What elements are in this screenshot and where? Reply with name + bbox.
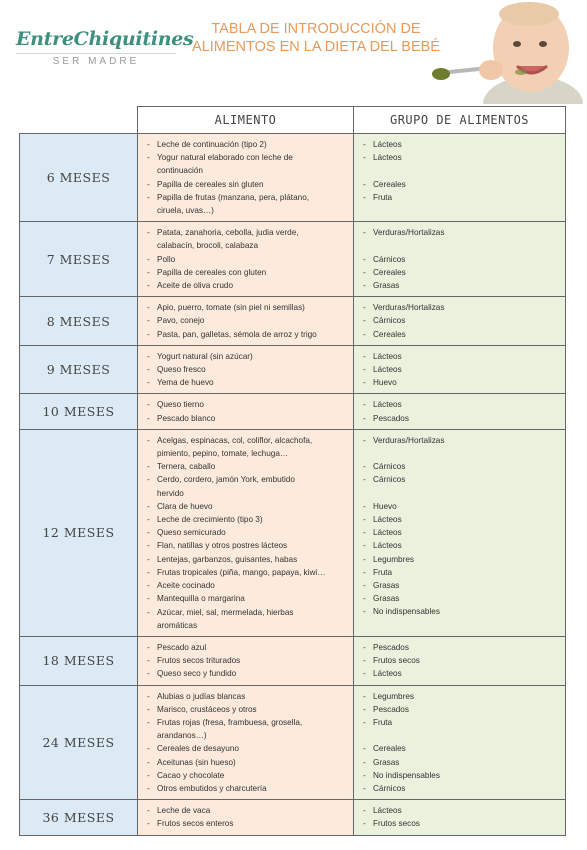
header-group: GRUPO DE ALIMENTOS xyxy=(354,107,566,134)
group-item xyxy=(363,487,558,500)
group-item: - Cárnicos xyxy=(363,460,558,473)
food-item: hervido xyxy=(157,488,184,498)
table-row xyxy=(20,429,566,636)
title-line-1: TABLA DE INTRODUCCIÓN DE xyxy=(211,21,421,37)
group-item: - Frutos secos xyxy=(363,654,558,667)
food-list xyxy=(139,223,352,295)
food-introduction-table xyxy=(19,106,566,836)
group-list xyxy=(355,687,564,799)
group-item: - Cereales xyxy=(363,742,558,755)
group-item: - Cárnicos xyxy=(363,314,558,327)
food-item: - Queso tierno xyxy=(147,398,346,411)
food-item: - Frutas tropicales (piña, mango, papaya, kiwi… xyxy=(147,566,346,579)
brand-tagline: SER MADRE xyxy=(52,56,140,67)
food-item: - Alubias o judías blancas xyxy=(147,690,346,703)
food-item: calabacín, brocoli, calabaza xyxy=(157,241,259,251)
food-item: - Papilla de frutas (manzana, pera, plátano, xyxy=(147,191,346,204)
age-label: 18 MESES xyxy=(20,636,138,685)
food-item: pimiento, pepino, tomate, lechuga… xyxy=(157,449,289,459)
group-list xyxy=(355,223,564,295)
table-row xyxy=(20,297,566,346)
age-label: 24 MESES xyxy=(20,685,138,800)
foods-cell xyxy=(138,345,354,394)
groups-cell xyxy=(354,345,566,394)
food-item: - Clara de huevo xyxy=(147,500,346,513)
food-item: - Acelgas, espinacas, col, coliflor, alcachofa, xyxy=(147,434,346,447)
food-item: continuación xyxy=(157,166,203,176)
header-blank-cell xyxy=(20,107,138,134)
group-item: - Verduras/Hortalizas xyxy=(363,434,558,447)
group-list xyxy=(355,347,564,393)
food-list xyxy=(139,431,352,635)
group-item: - Cereales xyxy=(363,266,558,279)
food-item: aromáticas xyxy=(157,620,198,630)
group-item xyxy=(363,164,558,177)
foods-cell xyxy=(138,394,354,429)
food-item: - Aceite cocinado xyxy=(147,579,346,592)
age-label: 8 MESES xyxy=(20,297,138,346)
group-item: - Pescados xyxy=(363,703,558,716)
food-item: - Otros embutidos y charcutería xyxy=(147,782,346,795)
food-item: - Pasta, pan, galletas, sémola de arroz y trigo xyxy=(147,328,346,341)
foods-cell xyxy=(138,800,354,835)
food-item: - Lentejas, garbanzos, guisantes, habas xyxy=(147,553,346,566)
age-label: 7 MESES xyxy=(20,222,138,297)
age-label: 36 MESES xyxy=(20,800,138,835)
food-item: - Pescado azul xyxy=(147,641,346,654)
food-item: - Aceitunas (sin hueso) xyxy=(147,756,346,769)
foods-cell xyxy=(138,222,354,297)
food-item: - Azúcar, miel, sal, mermelada, hierbas xyxy=(147,606,346,619)
food-item: - Frutos secos enteros xyxy=(147,817,346,830)
group-item: - Lácteos xyxy=(363,138,558,151)
group-item: - Lácteos xyxy=(363,513,558,526)
group-item: - Verduras/Hortalizas xyxy=(363,226,558,239)
table-row xyxy=(20,636,566,685)
group-item xyxy=(363,204,558,217)
food-item: - Leche de crecimiento (tipo 3) xyxy=(147,513,346,526)
table-header-row xyxy=(20,107,566,134)
group-item: - Lácteos xyxy=(363,398,558,411)
food-item: - Cereales de desayuno xyxy=(147,742,346,755)
food-item: arandanos…) xyxy=(157,731,207,741)
age-label: 12 MESES xyxy=(20,429,138,636)
age-label: 9 MESES xyxy=(20,345,138,394)
group-item xyxy=(363,729,558,742)
food-item: - Leche de vaca xyxy=(147,804,346,817)
group-item: - Grasas xyxy=(363,579,558,592)
foods-cell xyxy=(138,685,354,800)
brand-logo xyxy=(16,28,194,67)
table-row xyxy=(20,134,566,222)
group-item: - Grasas xyxy=(363,592,558,605)
group-item: - Cereales xyxy=(363,178,558,191)
group-item: - Grasas xyxy=(363,756,558,769)
food-list xyxy=(139,801,352,833)
food-item: ciruela, uvas…) xyxy=(157,206,214,216)
foods-cell xyxy=(138,429,354,636)
food-item: - Patata, zanahoria, cebolla, judia verde, xyxy=(147,226,346,239)
group-item: - Fruta xyxy=(363,566,558,579)
group-item xyxy=(363,619,558,632)
food-item: - Yema de huevo xyxy=(147,376,346,389)
groups-cell xyxy=(354,134,566,222)
groups-cell xyxy=(354,297,566,346)
groups-cell xyxy=(354,685,566,800)
brand-name: EntreChiquitines xyxy=(16,28,194,50)
group-list xyxy=(355,298,564,344)
group-item: - Huevo xyxy=(363,376,558,389)
food-item: - Cerdo, cordero, jamón York, embutido xyxy=(147,473,346,486)
page-title xyxy=(192,20,440,56)
group-item: - Fruta xyxy=(363,191,558,204)
group-item: - Grasas xyxy=(363,279,558,292)
foods-cell xyxy=(138,297,354,346)
groups-cell xyxy=(354,429,566,636)
food-item: - Ternera, caballo xyxy=(147,460,346,473)
food-item: - Queso semicurado xyxy=(147,526,346,539)
food-list xyxy=(139,347,352,393)
group-item: - Pescados xyxy=(363,641,558,654)
food-item: - Apio, puerro, tomate (sin piel ni semillas) xyxy=(147,301,346,314)
food-item: - Pescado blanco xyxy=(147,412,346,425)
table-row xyxy=(20,345,566,394)
baby-photo xyxy=(425,0,587,104)
group-item: - Verduras/Hortalizas xyxy=(363,301,558,314)
food-item: - Flan, natillas y otros postres lácteos xyxy=(147,539,346,552)
group-item: - Legumbres xyxy=(363,553,558,566)
group-item: - Huevo xyxy=(363,500,558,513)
group-item: - Lácteos xyxy=(363,350,558,363)
group-item: - Cereales xyxy=(363,328,558,341)
food-list xyxy=(139,135,352,220)
food-list xyxy=(139,395,352,427)
group-item: - Lácteos xyxy=(363,804,558,817)
food-item: - Marisco, crustáceos y otros xyxy=(147,703,346,716)
food-item: - Mantequilla o margarina xyxy=(147,592,346,605)
group-item xyxy=(363,447,558,460)
group-item: - No indispensables xyxy=(363,769,558,782)
group-item: - Lácteos xyxy=(363,151,558,164)
food-item: - Pollo xyxy=(147,253,346,266)
age-label: 10 MESES xyxy=(20,394,138,429)
group-list xyxy=(355,431,564,635)
group-item: - Frutos secos xyxy=(363,817,558,830)
group-item: - Lácteos xyxy=(363,526,558,539)
group-list xyxy=(355,135,564,220)
food-list xyxy=(139,687,352,799)
group-item: - Cárnicos xyxy=(363,782,558,795)
logo-divider xyxy=(16,53,176,54)
group-item: - Pescados xyxy=(363,412,558,425)
table-row xyxy=(20,394,566,429)
food-item: - Papilla de cereales sin gluten xyxy=(147,178,346,191)
groups-cell xyxy=(354,222,566,297)
header-food: ALIMENTO xyxy=(138,107,354,134)
foods-cell xyxy=(138,636,354,685)
food-item: - Cacao y chocolate xyxy=(147,769,346,782)
group-item: - Cárnicos xyxy=(363,473,558,486)
table-row xyxy=(20,222,566,297)
food-list xyxy=(139,298,352,344)
food-item: - Queso fresco xyxy=(147,363,346,376)
food-item: - Papilla de cereales con gluten xyxy=(147,266,346,279)
group-list xyxy=(355,395,564,427)
group-item: - Cárnicos xyxy=(363,253,558,266)
food-item: - Frutas rojas (fresa, frambuesa, grosella, xyxy=(147,716,346,729)
food-item: - Queso seco y fundido xyxy=(147,667,346,680)
food-item: - Yogurt natural (sin azúcar) xyxy=(147,350,346,363)
food-item: - Aceite de oliva crudo xyxy=(147,279,346,292)
group-list xyxy=(355,801,564,833)
age-label: 6 MESES xyxy=(20,134,138,222)
foods-cell xyxy=(138,134,354,222)
table-row xyxy=(20,685,566,800)
title-line-2: ALIMENTOS EN LA DIETA DEL BEBÉ xyxy=(192,39,440,55)
food-list xyxy=(139,638,352,684)
group-item: - Legumbres xyxy=(363,690,558,703)
groups-cell xyxy=(354,800,566,835)
group-item: - Lácteos xyxy=(363,539,558,552)
group-item: - Lácteos xyxy=(363,363,558,376)
table-row xyxy=(20,800,566,835)
food-item: - Leche de continuación (tipo 2) xyxy=(147,138,346,151)
food-item: - Yogur natural elaborado con leche de xyxy=(147,151,346,164)
group-item xyxy=(363,239,558,252)
group-list xyxy=(355,638,564,684)
food-item: - Frutos secos triturados xyxy=(147,654,346,667)
food-item: - Pavo, conejo xyxy=(147,314,346,327)
groups-cell xyxy=(354,394,566,429)
group-item: - Lácteos xyxy=(363,667,558,680)
groups-cell xyxy=(354,636,566,685)
group-item: - No indispensables xyxy=(363,605,558,618)
group-item: - Fruta xyxy=(363,716,558,729)
